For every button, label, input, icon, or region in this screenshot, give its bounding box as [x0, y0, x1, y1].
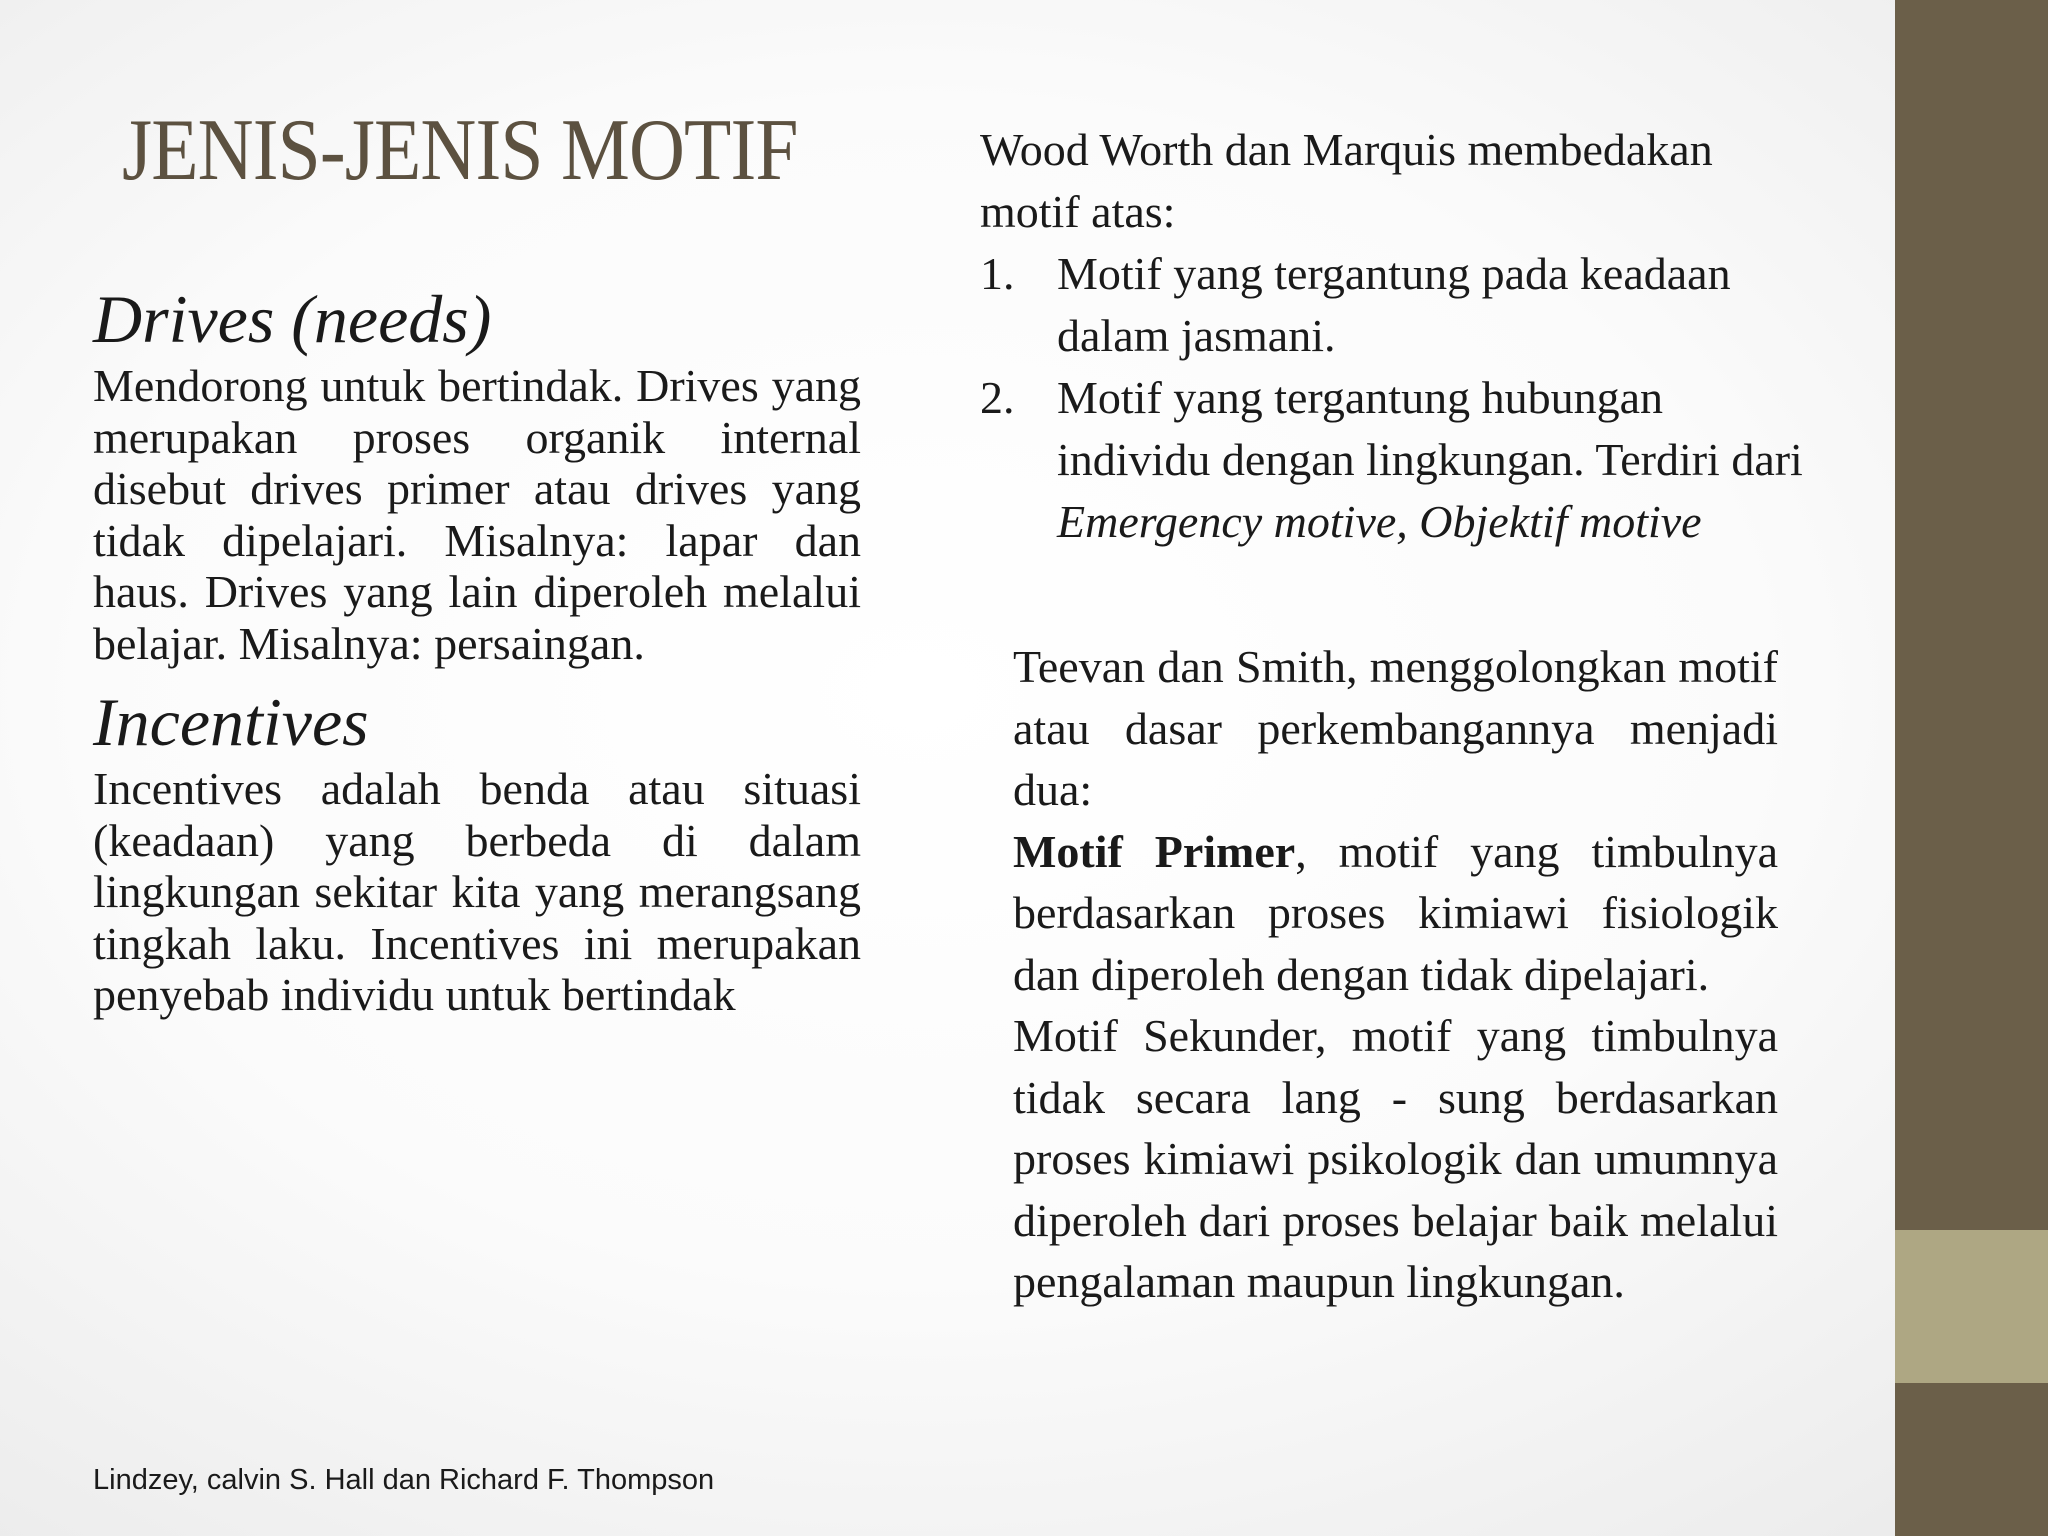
motif-primer-paragraph — [1013, 821, 1778, 1006]
list-item-text — [1057, 243, 1731, 367]
incentives-heading: Incentives — [93, 684, 369, 760]
list-item — [980, 243, 1900, 367]
source-citation: Lindzey, calvin S. Hall dan Richard F. Thompson — [93, 1464, 715, 1496]
list-number: 2. — [980, 372, 1015, 423]
drives-heading: Drives (needs) — [93, 281, 492, 357]
list-number: 1. — [980, 248, 1015, 299]
list-item-line: Motif yang tergantung hubungan — [1057, 372, 1663, 423]
teevan-intro: Teevan dan Smith, menggolongkan motif atau dasar perkembangannya menjadi dua: — [1013, 641, 1778, 815]
drives-paragraph: Mendorong untuk bertindak. Drives yang merupakan proses organik internal disebut drives primer atau drives yang tidak dipelajari. Misalnya: lapar dan haus. Drives yang lain diperoleh melalui belajar. Misalnya: persaingan. — [93, 360, 861, 669]
list-item-line: dalam jasmani. — [1057, 310, 1336, 361]
list-item-text — [1057, 367, 1803, 553]
list-item-line: Motif yang tergantung pada keadaan — [1057, 248, 1731, 299]
woodworth-intro-line1: Wood Worth dan Marquis membedakan — [980, 124, 1713, 175]
incentives-paragraph: Incentives adalah benda atau situasi (keadaan) yang berbeda di dalam lingkungan sekitar kita yang merangsang tingkah laku. Incentives ini merupakan penyebab individu untuk bertindak — [93, 763, 861, 1020]
motif-primer-text: , motif yang timbulnya berdasarkan proses kimiawi fisiologik dan diperoleh dengan tidak dipelajari. — [1013, 825, 1778, 1000]
decorative-sidebar-accent — [1895, 1230, 2048, 1383]
list-item-line-italic: Emergency motive, Objektif motive — [1057, 496, 1702, 547]
slide-title: JENIS-JENIS MOTIF — [122, 102, 798, 199]
teevan-smith-section — [1013, 636, 1778, 1313]
motif-primer-label: Motif Primer — [1013, 825, 1296, 877]
list-item-line: individu dengan lingkungan. Terdiri dari — [1057, 434, 1803, 485]
woodworth-intro-line2: motif atas: — [980, 186, 1176, 237]
woodworth-section — [980, 119, 1900, 553]
left-column — [93, 278, 861, 1033]
list-item — [980, 367, 1900, 553]
motif-sekunder-paragraph: Motif Sekunder, motif yang timbulnya tidak secara lang - sung berdasarkan proses kimiawi psikologik dan umumnya diperoleh dari proses belajar baik melalui pengalaman maupun lingkungan. — [1013, 1010, 1778, 1307]
